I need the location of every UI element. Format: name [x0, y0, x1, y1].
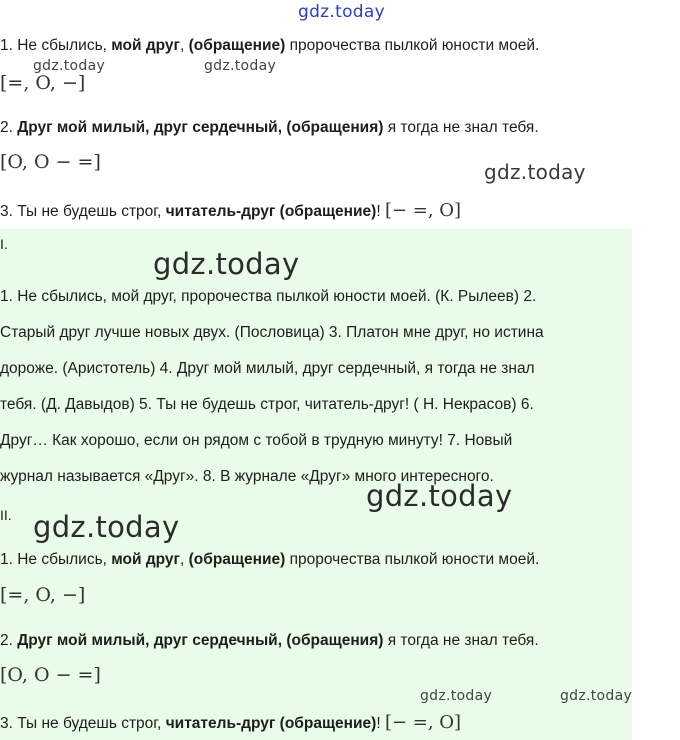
item-number: 3. [0, 203, 18, 220]
item-number: 3. [0, 715, 18, 732]
item-number: 2. [0, 632, 18, 649]
sentence-scheme-2: [O, O − =] [0, 151, 101, 173]
item-text: Не сбылись, [17, 551, 112, 568]
paragraph-line: тебя. (Д. Давыдов) 5. Ты не будешь строг, читатель-друг! ( Н. Некрасов) 6. [0, 396, 534, 413]
section-label-2: II. [0, 507, 12, 523]
item-text: я тогда не знал тебя. [383, 632, 539, 649]
paragraph-line: Друг… Как хорошо, если он рядом с тобой в трудную минуту! 7. Новый [0, 432, 513, 449]
item-text: пророчества пылкой юности моей. [285, 37, 540, 54]
item-bold-text: Друг мой милый, друг сердечный, (обращения) [17, 119, 384, 136]
section-2-item-2 [0, 632, 539, 650]
paragraph-line: Старый друг лучше новых двух. (Пословица) 3. Платон мне друг, но истина [0, 324, 544, 341]
item-text: Не сбылись, [17, 37, 112, 54]
section-label-1: I. [0, 236, 8, 252]
item-bold-text: (обращение) [188, 37, 286, 54]
watermark-small: gdz.today [560, 688, 633, 704]
sentence-scheme-1: [=, O, −] [0, 584, 86, 606]
item-text: Ты не будешь строг, [17, 715, 166, 732]
item-number: 1. [0, 551, 18, 568]
item-number: 1. [0, 37, 18, 54]
top-item-3 [0, 200, 461, 221]
sentence-scheme-3: [− =, O] [384, 200, 462, 221]
item-text: я тогда не знал тебя. [383, 119, 539, 136]
watermark-large: gdz.today [366, 479, 513, 513]
sentence-scheme-1: [=, O, −] [0, 72, 86, 94]
item-text: , [180, 551, 189, 568]
watermark-medium: gdz.today [484, 160, 586, 184]
item-bold-text: мой друг [111, 551, 181, 568]
paragraph-line: 1. Не сбылись, мой друг, пророчества пылкой юности моей. (К. Рылеев) 2. [0, 288, 537, 305]
item-bold-text: читатель-друг (обращение) [165, 203, 377, 220]
sentence-scheme-2: [O, O − =] [0, 664, 101, 686]
item-text: ! [376, 203, 385, 220]
item-text: Ты не будешь строг, [17, 203, 166, 220]
section-1-paragraph [0, 279, 632, 495]
item-text: ! [376, 715, 385, 732]
paragraph-line: дороже. (Аристотель) 4. Друг мой милый, друг сердечный, я тогда не знал [0, 360, 535, 377]
watermark-small: gdz.today [420, 688, 493, 704]
section-2-item-3 [0, 712, 461, 733]
top-item-2 [0, 119, 539, 137]
item-bold-text: (обращение) [188, 551, 286, 568]
section-2-item-1 [0, 551, 539, 569]
item-number: 2. [0, 119, 18, 136]
watermark-top: gdz.today [298, 2, 385, 22]
top-item-1 [0, 37, 539, 55]
sentence-scheme-3: [− =, O] [384, 712, 462, 733]
watermark-large: gdz.today [153, 247, 300, 281]
item-text: пророчества пылкой юности моей. [285, 551, 540, 568]
item-bold-text: мой друг [111, 37, 181, 54]
watermark-small: gdz.today [204, 58, 277, 74]
item-bold-text: Друг мой милый, друг сердечный, (обращения) [17, 632, 384, 649]
watermark-small: gdz.today [33, 58, 106, 74]
item-bold-text: читатель-друг (обращение) [165, 715, 377, 732]
watermark-large: gdz.today [33, 510, 180, 544]
paragraph-line: журнал называется «Друг». 8. В журнале «Друг» много интересного. [0, 468, 494, 485]
item-text: , [180, 37, 189, 54]
